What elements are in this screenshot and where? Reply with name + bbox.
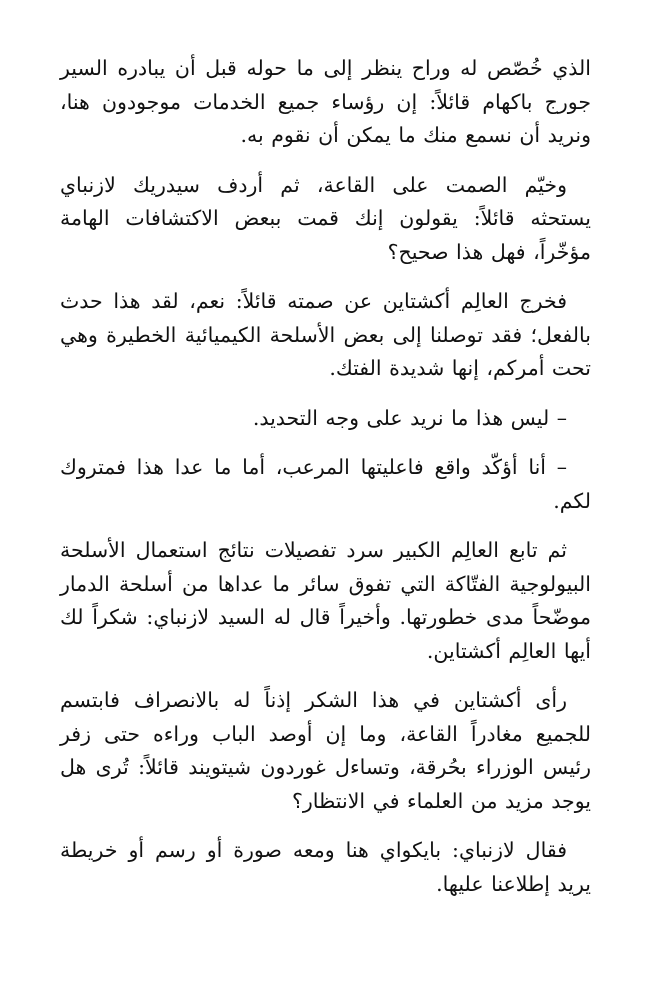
paragraph-4: ثم تابع العالِم الكبير سرد تفصيلات نتائج استعمال الأسلحة البيولوجية الفتّاكة التي تفوق سائر ما عداها من أسلحة الدمار موضّحاً مدى خطورتها. وأخيراً قال له السيد لازنباي: شكراً لك أيها العالِم أكشتاين. bbox=[60, 538, 591, 663]
paragraph-3: فخرج العالِم أكشتاين عن صمته قائلاً: نعم، لقد هذا حدث بالفعل؛ فقد توصلنا إلى بعض الأسلحة الكيميائية الخطيرة وهي تحت أمركم، إنها شديدة الفتك. bbox=[60, 289, 591, 380]
paragraph-5: رأى أكشتاين في هذا الشكر إذناً له بالانصراف فابتسم للجميع مغادراً القاعة، وما إن أوصد الباب وراءه حتى زفر رئيس الوزراء بحُرقة، وتساءل غوردون شيتويند قائلاً: تُرى هل يوجد مزيد من العلماء في الانتظار؟ bbox=[60, 688, 591, 813]
paragraph-1: الذي خُصّص له وراح ينظر إلى ما حوله قبل أن يبادره السير جورج باكهام قائلاً: إن رؤساء جميع الخدمات موجودون هنا، ونريد أن نسمع منك ما يمكن أن نقوم به. bbox=[60, 56, 591, 147]
dialogue-line-2: – أنا أؤكّد واقع فاعليتها المرعب، أما ما عدا هذا فمتروك لكم. bbox=[60, 455, 591, 513]
paragraph-2: وخيّم الصمت على القاعة، ثم أردف سيدريك لازنباي يستحثه قائلاً: يقولون إنك قمت ببعض الاكتشافات الهامة مؤخّراً، فهل هذا صحيح؟ bbox=[60, 172, 591, 264]
dialogue-line-1: – ليس هذا ما نريد على وجه التحديد. bbox=[252, 405, 567, 430]
paragraph-6: فقال لازنباي: بايكواي هنا ومعه صورة أو رسم أو خريطة يريد إطلاعنا عليها. bbox=[60, 838, 591, 896]
